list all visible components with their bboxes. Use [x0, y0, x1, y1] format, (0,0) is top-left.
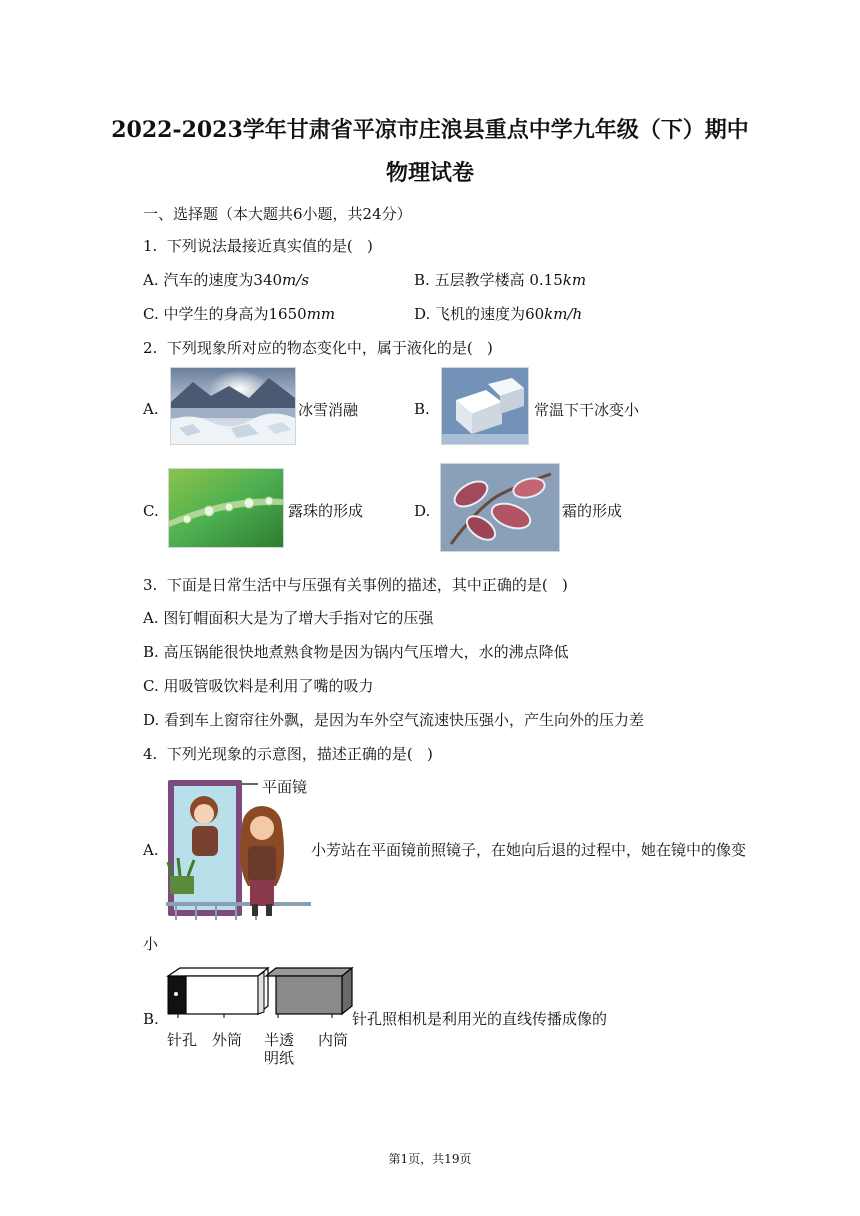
option-unit: km: [562, 271, 587, 289]
q1-option-b[interactable]: [414, 271, 586, 289]
option-text: 中学生的身高为: [163, 305, 269, 323]
q1-option-a[interactable]: [143, 271, 309, 289]
pinhole-label: 针孔: [167, 1031, 198, 1049]
option-text: 高压锅能很快地煮熟食物是因为锅内气压增大，水的沸点降低: [163, 643, 569, 661]
dew-drops-image: [168, 468, 284, 548]
mirror-label: 平面镜: [262, 778, 308, 796]
q2-option-a-caption: 冰雪消融: [298, 401, 359, 419]
option-letter: D.: [143, 711, 160, 729]
option-letter: B.: [143, 643, 159, 661]
option-unit: km/h: [544, 305, 583, 323]
q4-option-a-text: 小芳站在平面镜前照镜子，在她向后退的过程中，她在镜中的像变: [311, 841, 747, 859]
snow-melting-image: [170, 367, 296, 445]
question-2-stem: 2. 下列现象所对应的物态变化中，属于液化的是( ): [143, 339, 493, 357]
option-letter: A.: [143, 609, 159, 627]
q1-option-c[interactable]: [143, 305, 335, 323]
option-number: 60: [525, 305, 545, 323]
outer-tube-label: 外筒: [212, 1031, 243, 1049]
option-unit: mm: [306, 305, 336, 323]
question-4-stem: 4. 下列光现象的示意图，描述正确的是( ): [143, 745, 433, 763]
question-1-stem: 1. 下列说法最接近真实值的是( ): [143, 237, 373, 255]
q4-option-b-letter[interactable]: B.: [143, 1010, 159, 1028]
q3-option-a[interactable]: [143, 609, 433, 627]
option-text: 汽车的速度为: [163, 271, 254, 289]
option-text: 五层教学楼高: [434, 271, 525, 289]
q3-option-b[interactable]: [143, 643, 569, 661]
pinhole-camera-diagram: [166, 966, 354, 1018]
q2-option-c-caption: 露珠的形成: [288, 502, 364, 520]
inner-tube-label: 内筒: [318, 1031, 349, 1049]
dry-ice-image: [441, 367, 529, 445]
q3-option-c[interactable]: [143, 677, 374, 695]
option-text: 图钉帽面积大是为了增大手指对它的压强: [163, 609, 434, 627]
q3-option-d[interactable]: [143, 711, 644, 729]
q2-option-d-letter[interactable]: D.: [414, 502, 431, 520]
q1-option-d[interactable]: [414, 305, 582, 323]
question-3-stem: 3. 下面是日常生活中与压强有关事例的描述，其中正确的是( ): [143, 576, 568, 594]
q4-option-b-text: 针孔照相机是利用光的直线传播成像的: [352, 1010, 608, 1028]
option-number: 1650: [268, 305, 307, 323]
option-letter: C.: [143, 305, 159, 323]
option-number: 340: [253, 271, 283, 289]
q2-option-b-caption: 常温下干冰变小: [534, 401, 640, 419]
option-letter: D.: [414, 305, 431, 323]
q2-option-b-letter[interactable]: B.: [414, 400, 430, 418]
option-text: 用吸管吸饮料是利用了嘴的吸力: [163, 677, 374, 695]
paper-label-line1: 半透: [264, 1031, 295, 1049]
page-footer: 第1页，共19页: [388, 1152, 472, 1166]
q2-option-c-letter[interactable]: C.: [143, 502, 159, 520]
q4-option-a-letter[interactable]: A.: [143, 841, 159, 859]
option-letter: A.: [143, 271, 159, 289]
paper-label-line2: 明纸: [264, 1049, 295, 1067]
option-letter: C.: [143, 677, 159, 695]
option-number: 0.15: [529, 271, 563, 289]
section-heading: 一、选择题（本大题共6小题，共24分）: [143, 205, 412, 223]
option-text: 看到车上窗帘往外飘，是因为车外空气流速快压强小，产生向外的压力差: [164, 711, 645, 729]
page-title: 2022-2023学年甘肃省平凉市庄浪县重点中学九年级（下）期中: [111, 117, 749, 143]
q2-option-a-letter[interactable]: A.: [143, 400, 159, 418]
page-title-line2: 物理试卷: [385, 160, 474, 186]
option-text: 飞机的速度为: [435, 305, 526, 323]
q4-option-a-text-wrap: 小: [143, 935, 159, 953]
q2-option-d-caption: 霜的形成: [562, 502, 623, 520]
option-letter: B.: [414, 271, 430, 289]
option-unit: m/s: [282, 271, 310, 289]
mirror-girl-illustration: [166, 776, 311, 922]
frost-image: [440, 463, 560, 552]
